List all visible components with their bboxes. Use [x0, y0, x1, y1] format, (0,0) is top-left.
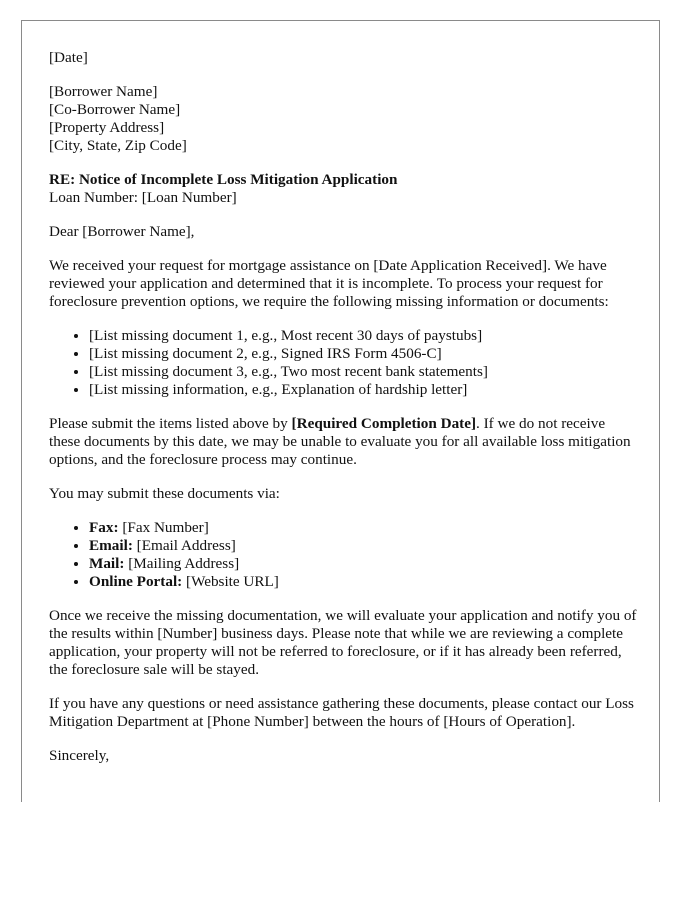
method-label: Fax: — [89, 519, 119, 536]
intro-paragraph: We received your request for mortgage assistance on [Date Application Received]. We have reviewed your application and determined that it is incomplete. To process your request for foreclosure prevention options, we require the following missing information or documents: — [49, 257, 609, 310]
submit-intro: You may submit these documents via: — [49, 485, 280, 502]
loan-number-label: Loan Number: — [49, 189, 142, 206]
borrower-name: [Borrower Name] — [49, 83, 158, 100]
deadline-text-before: Please submit the items listed above by — [49, 415, 292, 432]
salutation: Dear [Borrower Name], — [49, 223, 195, 240]
contact-paragraph: If you have any questions or need assistance gathering these documents, please contact our Loss Mitigation Department at [Phone Number] between the hours of [Hours of Operation]. — [49, 695, 634, 730]
subject-block — [49, 171, 639, 207]
required-completion-date: [Required Completion Date] — [291, 415, 477, 432]
list-item: • [List missing document 1, e.g., Most recent 30 days of paystubs] — [89, 327, 639, 345]
property-address: [Property Address] — [49, 119, 165, 136]
method-value: [Fax Number] — [118, 519, 209, 536]
letter-body — [49, 49, 639, 781]
method-value: [Website URL] — [182, 573, 279, 590]
method-label: Online Portal: — [89, 573, 183, 590]
city-state-zip: [City, State, Zip Code] — [49, 137, 187, 154]
list-item: • [List missing information, e.g., Explanation of hardship letter] — [89, 381, 639, 399]
submit-methods-list — [49, 519, 639, 591]
submit-method-portal — [89, 573, 639, 591]
loan-number-value: [Loan Number] — [141, 189, 237, 206]
missing-items-list — [49, 327, 639, 399]
letter-date: [Date] — [49, 49, 88, 66]
letter-page — [21, 20, 660, 802]
list-item: • [List missing document 3, e.g., Two most recent bank statements] — [89, 363, 639, 381]
method-value: [Mailing Address] — [124, 555, 240, 572]
recipient-block — [49, 83, 639, 155]
closing: Sincerely, — [49, 747, 110, 764]
list-item: • [List missing document 2, e.g., Signed IRS Form 4506-C] — [89, 345, 639, 363]
method-label: Email: — [89, 537, 133, 554]
method-label: Mail: — [89, 555, 125, 572]
submit-method-mail — [89, 555, 639, 573]
deadline-paragraph — [49, 415, 639, 469]
re-line: RE: Notice of Incomplete Loss Mitigation Application — [49, 171, 398, 188]
method-value: [Email Address] — [132, 537, 236, 554]
loan-number-line — [49, 189, 639, 207]
evaluation-paragraph: Once we receive the missing documentation, we will evaluate your application and notify you of the results within [Number] business days. Please note that while we are reviewing a complete application, your property will not be referred to foreclosure, or if it has already been referred, the foreclosure sale will be stayed. — [49, 607, 637, 678]
co-borrower-name: [Co-Borrower Name] — [49, 101, 181, 118]
submit-method-fax — [89, 519, 639, 537]
submit-method-email — [89, 537, 639, 555]
deadline-text-after: . If we do not receive these documents by this date, we may be unable to evaluate you for all available loss mitigation options, and the foreclosure process may continue. — [49, 415, 631, 468]
